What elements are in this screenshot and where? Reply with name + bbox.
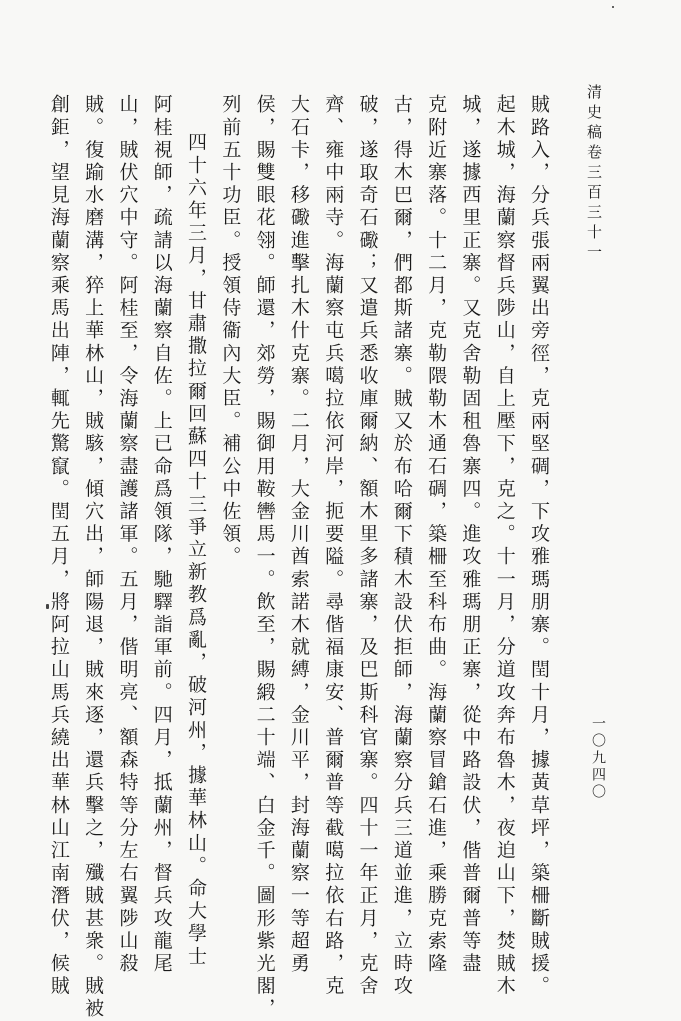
text-column: 克附近寨落。十二月，克勒隈勒木通石碉，築柵至科布曲。海蘭察冒鎗石進，乘勝克索隆: [425, 94, 448, 976]
text-column: 創鉅，望見海蘭察乘馬出陣，輒先驚竄。閏五月，將阿拉山馬兵繞出華林山江南潛伏，候賊: [47, 94, 70, 998]
text-column: 阿桂視師，疏請以海蘭察自佐。上已命爲領隊，馳驛詣軍前。四月，抵蘭州，督兵攻龍尾: [150, 94, 173, 976]
running-header: 清史稿卷三百三十一: [585, 84, 603, 264]
text-column: 城，遂據西里正寨。又克舍勒固租魯寨四。進攻雅瑪朋正寨，從中路設伏，偕普爾普等盡: [459, 94, 482, 976]
text-column: 齊、雍中兩寺。海蘭察屯兵噶拉依河岸，扼要隘。尋偕福康安、普爾普等截噶拉依右路，克: [322, 94, 345, 998]
page-number: 一〇九四〇: [590, 716, 606, 801]
body-text: [47, 94, 556, 1021]
paragraph-start-column: 四十六年三月，甘肅撒拉爾回蘇四十三爭立新教爲亂，破河州，據華林山。命大學士: [185, 132, 208, 969]
text-column: 破，遂取奇石礮；又遣兵悉收庫爾納、額木里多諸寨，及巴斯科官寨。四十一年正月，克舍: [356, 94, 379, 998]
ink-dot: [612, 6, 614, 8]
text-column: 賊路入，分兵張兩翼出旁徑，克兩堅碉，下攻雅瑪朋寨。閏十月，據黃草坪，築柵斷賊援。: [528, 94, 550, 998]
text-column: 賊。復踰水磨溝，猝上華林山，賊駭，傾穴出，師陽退，賊來逐，還兵擊之，殲賊甚衆。賊被: [82, 94, 105, 1021]
text-column: 列前五十功臣。授領侍衞內大臣。補公中佐領。: [219, 94, 242, 569]
text-column: 古，得木巴爾，們都斯諸寨。賊又於布哈爾下積木設伏拒師，海蘭察分兵三道並進，立時攻: [390, 94, 413, 998]
text-column: 山，賊伏穴中守。阿桂至，令海蘭察盡護諸軍。五月，偕明亮、額森特等分左右翼陟山殺: [116, 94, 139, 976]
text-column: 侯，賜雙眼花翎。師還，郊勞，賜御用鞍轡馬一。飲至，賜緞二十端、白金千。圖形紫光閣，: [253, 94, 276, 1021]
text-column: 大石卡，移礮進擊扎木什克寨。二月，大金川酋索諾木就縛，金川平，封海蘭察一等超勇: [287, 94, 310, 976]
text-column: 起木城，海蘭察督兵陟山，自上壓下，克之。十一月，分道攻奔布魯木，夜迫山下，焚賊木: [493, 94, 516, 998]
